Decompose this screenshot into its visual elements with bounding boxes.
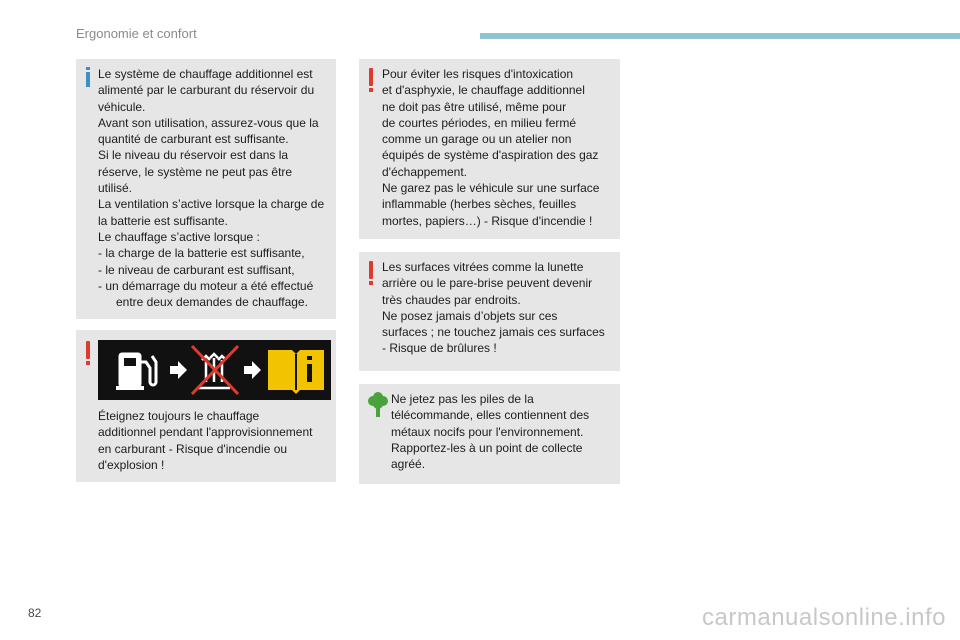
text-line: équipés de système d'aspiration des gaz bbox=[382, 148, 599, 163]
warning-icon bbox=[369, 68, 373, 86]
arrow-icon bbox=[170, 361, 187, 379]
text-line: d'explosion ! bbox=[98, 457, 165, 472]
text-line: Ne jetez pas les piles de la bbox=[391, 392, 534, 406]
text-line: Rapportez-les à un point de collecte bbox=[391, 440, 583, 455]
section-title: Ergonomie et confort bbox=[76, 26, 197, 41]
text-line: inflammable (herbes sèches, feuilles bbox=[382, 197, 577, 212]
warning-icon bbox=[369, 261, 373, 279]
text-line: de courtes périodes, en milieu fermé bbox=[382, 115, 577, 130]
text-line: Le système de chauffage additionnel est bbox=[98, 67, 313, 81]
text-line: Ne posez jamais d’objets sur ces bbox=[382, 308, 558, 323]
text-line: utilisé. bbox=[98, 181, 133, 196]
page-number: 82 bbox=[28, 606, 42, 620]
section-header-bar bbox=[480, 33, 960, 39]
text-line: en carburant - Risque d'incendie ou bbox=[98, 441, 288, 456]
text-line: Si le niveau du réservoir est dans la bbox=[98, 148, 289, 163]
text-line: mortes, papiers…) - Risque d'incendie ! bbox=[382, 213, 593, 228]
info-icon bbox=[86, 67, 90, 87]
text-line: télécommande, elles contiennent des bbox=[391, 408, 590, 423]
text-line: Éteignez toujours le chauffage bbox=[98, 409, 260, 423]
heater-crossed-icon bbox=[192, 346, 238, 394]
text-line: réserve, le système ne peut pas être bbox=[98, 164, 293, 179]
text-line: additionnel pendant l'approvisionnement bbox=[98, 425, 313, 440]
fuel-info-box bbox=[76, 59, 336, 319]
battery-eco-box bbox=[359, 384, 620, 484]
text-line: comme un garage ou un atelier non bbox=[382, 132, 572, 147]
refuel-pictogram bbox=[98, 340, 331, 400]
list-item: - le niveau de carburant est suffisant, bbox=[98, 262, 295, 277]
arrow-icon bbox=[244, 361, 261, 379]
text-line: véhicule. bbox=[98, 99, 146, 114]
text-line: La ventilation s’active lorsque la charge de bbox=[98, 197, 325, 212]
list-item-continuation: entre deux demandes de chauffage. bbox=[116, 295, 308, 310]
eco-tree-icon bbox=[367, 392, 389, 418]
text-line: - Risque de brûlures ! bbox=[382, 341, 497, 356]
text-line: d'échappement. bbox=[382, 164, 468, 179]
text-line: Ne garez pas le véhicule sur une surface bbox=[382, 181, 600, 196]
text-line: la batterie est suffisante. bbox=[98, 213, 228, 228]
text-line: alimenté par le carburant du réservoir du bbox=[98, 83, 315, 98]
manual-book-icon bbox=[268, 350, 324, 394]
text-line: Le chauffage s’active lorsque : bbox=[98, 229, 260, 244]
watermark: carmanualsonline.info bbox=[702, 604, 946, 631]
text-line: surfaces ; ne touchez jamais ces surfaces bbox=[382, 325, 605, 340]
fuel-pump-icon bbox=[116, 354, 156, 390]
text-line: Pour éviter les risques d'intoxication bbox=[382, 67, 574, 81]
text-line: métaux nocifs pour l'environnement. bbox=[391, 424, 584, 439]
glass-warning-box bbox=[359, 252, 620, 371]
text-line: Les surfaces vitrées comme la lunette bbox=[382, 260, 584, 274]
text-line: quantité de carburant est suffisante. bbox=[98, 132, 289, 147]
list-item: - la charge de la batterie est suffisante, bbox=[98, 246, 305, 261]
text-line: très chaudes par endroits. bbox=[382, 292, 521, 307]
text-line: arrière ou le pare-brise peuvent devenir bbox=[382, 276, 593, 291]
list-item: - un démarrage du moteur a été effectué bbox=[98, 278, 314, 293]
intoxication-warning-box bbox=[359, 59, 620, 239]
text-line: ne doit pas être utilisé, même pour bbox=[382, 99, 567, 114]
warning-icon bbox=[86, 341, 90, 359]
refuel-warning-box bbox=[76, 330, 336, 482]
text-line: et d'asphyxie, le chauffage additionnel bbox=[382, 83, 585, 98]
text-line: Avant son utilisation, assurez-vous que la bbox=[98, 115, 319, 130]
refuel-illustration bbox=[98, 340, 331, 400]
text-line: agréé. bbox=[391, 457, 426, 472]
